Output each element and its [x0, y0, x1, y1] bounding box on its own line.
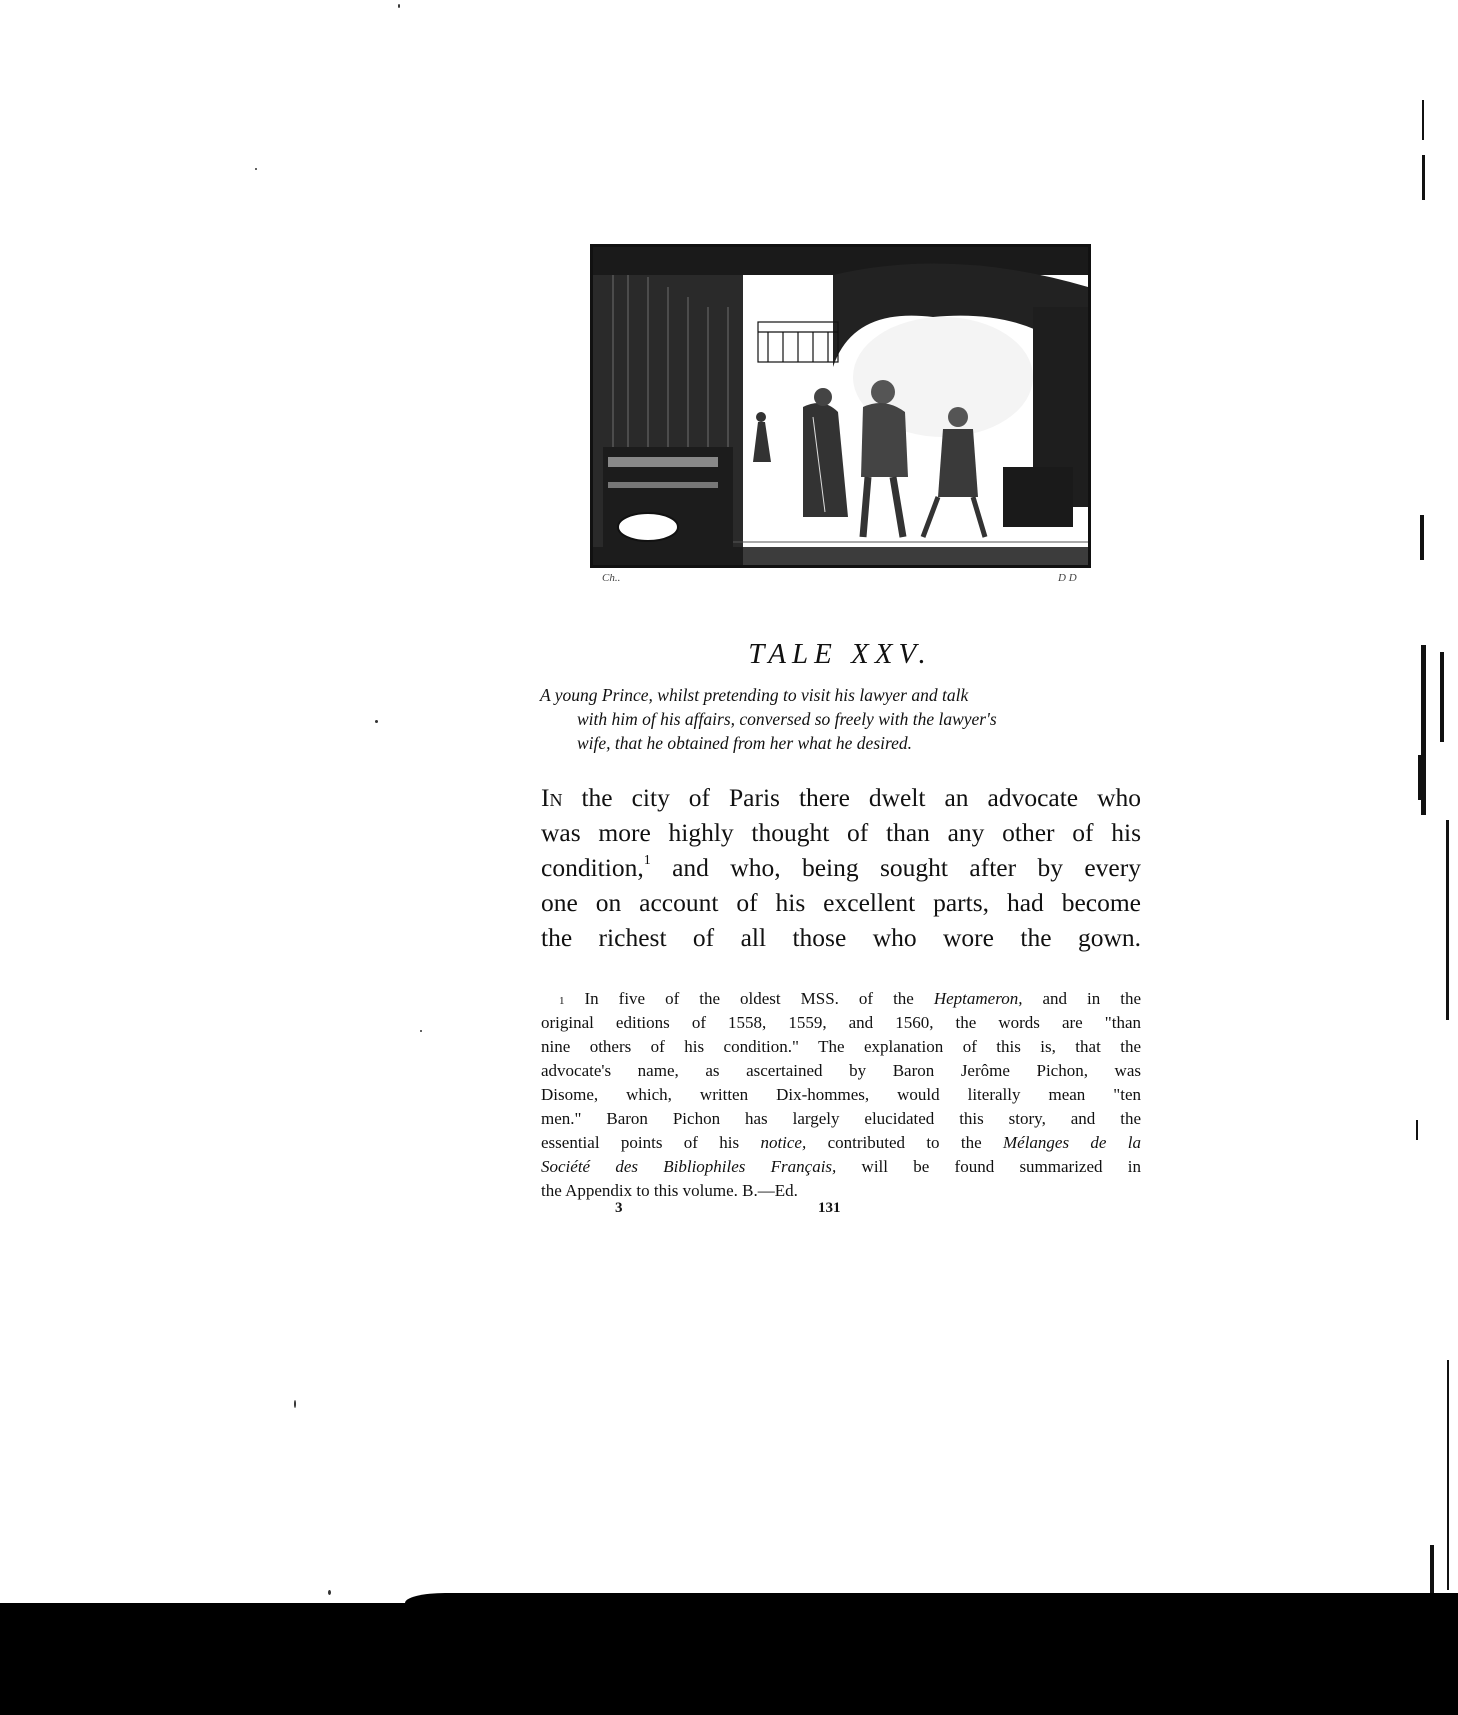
scan-edge-mark: [1420, 515, 1424, 560]
footnote-line: [541, 1155, 1141, 1179]
footnote-line: men." Baron Pichon has largely elucidated this story, and the: [541, 1109, 1141, 1128]
footnote-text: In five of the oldest MSS. of the: [564, 989, 934, 1008]
tale-summary: [540, 683, 1138, 755]
footnote: [541, 987, 1141, 1203]
scan-edge-mark: [1422, 155, 1425, 200]
footnote-line: original editions of 1558, 1559, and 1560, the words are "than: [541, 1013, 1141, 1032]
page-number: 131: [818, 1200, 841, 1216]
body-paragraph: [541, 780, 1141, 955]
scan-edge-mark: [1446, 820, 1449, 1020]
scan-edge-mark: [1422, 100, 1424, 140]
scan-edge-mark: [1421, 645, 1426, 815]
scan-edge-mark: [1416, 1120, 1418, 1140]
footnote-marker: 1: [559, 995, 565, 1007]
footnote-text: contributed to the: [806, 1133, 1003, 1152]
summary-line: A young Prince, whilst pretending to visit his lawyer and talk: [540, 685, 969, 705]
footnote-line: Disome, which, written Dix-hommes, would literally mean "ten: [541, 1085, 1141, 1104]
scan-edge-mark: [1447, 1360, 1449, 1590]
engraver-signature-right: D D: [1058, 572, 1077, 584]
engraving-illustration: [590, 244, 1091, 568]
engraving-illustration-drawing: [593, 247, 1088, 565]
footnote-italic: Heptameron,: [933, 989, 1023, 1008]
footnote-reference: 1: [643, 853, 651, 868]
body-line: was more highly thought of than any other of his: [541, 818, 1141, 847]
scan-speck: [294, 1400, 296, 1408]
footnote-line: advocate's name, as ascertained by Baron Jerôme Pichon, was: [541, 1061, 1141, 1080]
footnote-line: the Appendix to this volume. B.—Ed.: [541, 1181, 798, 1200]
scan-speck: [420, 1030, 422, 1032]
engraver-signature-left: Ch..: [602, 572, 621, 584]
scan-speck: [328, 1590, 331, 1595]
footnote-italic: notice,: [760, 1133, 807, 1152]
footnote-italic: Société des Bibliophiles Français,: [541, 1157, 837, 1176]
tale-title: TALE XXV.: [748, 638, 932, 670]
summary-line: wife, that he obtained from her what he desired.: [577, 733, 913, 753]
signature-mark: 3: [615, 1200, 623, 1216]
summary-line: with him of his affairs, conversed so freely with the lawyer's: [577, 709, 997, 729]
footnote-text: and in the: [1022, 989, 1141, 1008]
body-line-text: the city of Paris there dwelt an advocate who: [562, 783, 1141, 812]
body-line: the richest of all those who wore the gown.: [541, 923, 1141, 952]
footnote-italic: Mélanges de la: [1002, 1133, 1142, 1152]
scan-speck: [398, 4, 400, 8]
body-line: [541, 850, 1141, 885]
body-line: [541, 780, 1141, 815]
footnote-text: will be found summarized in: [836, 1157, 1141, 1176]
footnote-line: [541, 987, 1141, 1011]
body-line: one on account of his excellent parts, had become: [541, 888, 1141, 917]
scan-speck: [255, 168, 257, 170]
scan-edge-mark: [1440, 652, 1444, 742]
body-line-text: and who, being sought after by every: [650, 853, 1141, 882]
footnote-line: [541, 1131, 1141, 1155]
scan-speck: [375, 720, 378, 723]
scan-edge-mark: [1418, 755, 1421, 800]
scan-bottom-band: [0, 1603, 1458, 1715]
body-line-text: condition,: [541, 853, 644, 882]
drop-word: In: [541, 783, 563, 812]
footnote-line: nine others of his condition." The explanation of this is, that the: [541, 1037, 1141, 1056]
footnote-text: essential points of his: [541, 1133, 761, 1152]
scan-edge-mark: [1430, 1545, 1434, 1595]
